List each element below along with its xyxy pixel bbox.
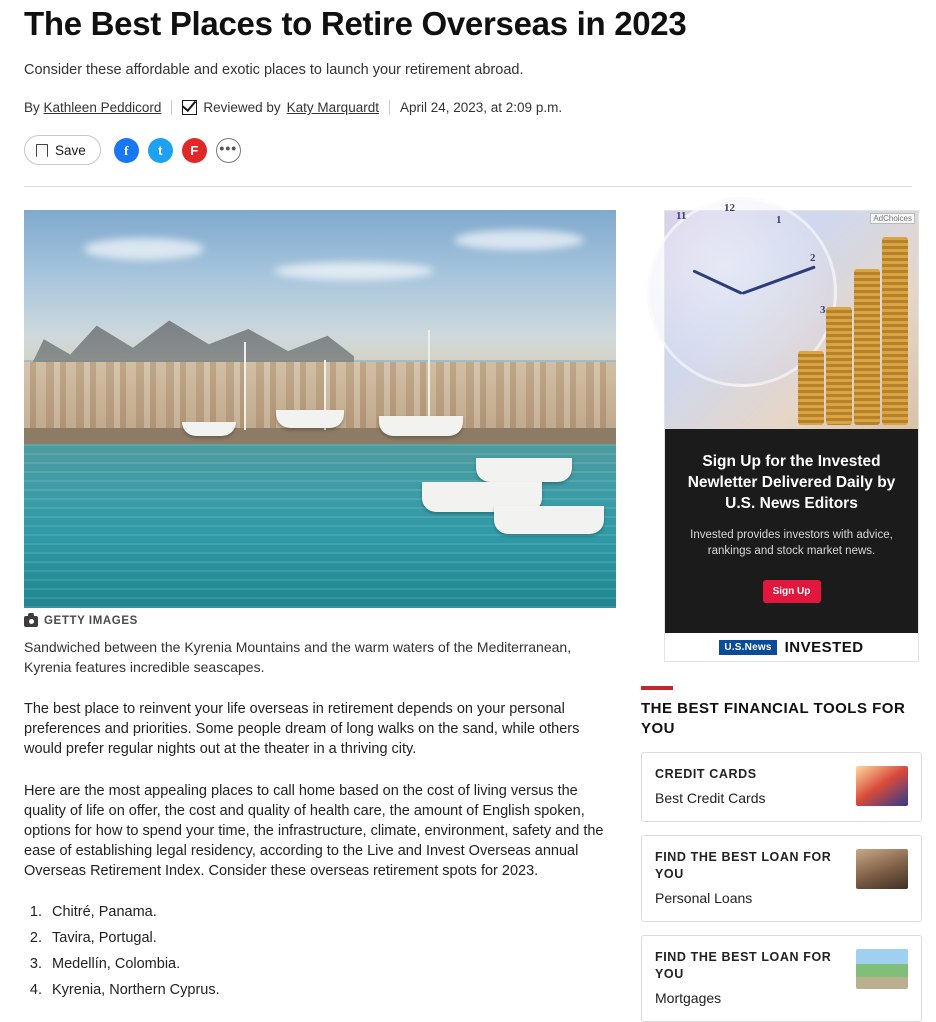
boat xyxy=(476,458,572,482)
twitter-share-icon[interactable]: t xyxy=(148,138,173,163)
body-paragraph: Here are the most appealing places to call home based on the cost of living versus the quality of life on offer, the cost and quality of health care, the amount of English spoken, options for how to spend your time, the infrastructure, climate, environment, safety and the ease of establishing legal residency, according to the Live and Invest Overseas annual Overseas Retirement Index. Consider these overseas retirement spots for 2023. xyxy=(24,783,604,879)
ad-copy xyxy=(665,429,918,661)
save-button-label: Save xyxy=(55,142,86,158)
tool-card-mortgages[interactable] xyxy=(641,935,922,1022)
byline-divider-2 xyxy=(389,100,390,115)
byline xyxy=(24,100,912,115)
sailboat-mast xyxy=(244,342,246,430)
reviewed-by-label: Reviewed by xyxy=(203,100,281,115)
byline-divider-1 xyxy=(171,100,172,115)
coin-stack xyxy=(882,237,908,425)
credit-cards-thumb xyxy=(856,766,908,806)
clock-number: 2 xyxy=(810,252,816,264)
article-actions xyxy=(24,135,912,165)
personal-loans-thumb xyxy=(856,849,908,889)
coin-stack xyxy=(854,269,880,425)
tool-name: Mortgages xyxy=(655,990,722,1006)
ad-brand-footer xyxy=(665,633,918,661)
tool-card-personal-loans[interactable] xyxy=(641,835,922,922)
header-divider xyxy=(24,186,912,187)
advertisement[interactable] xyxy=(664,202,919,662)
verified-check-icon xyxy=(182,100,197,115)
invested-wordmark: INVESTED xyxy=(784,638,864,656)
ad-signup-button[interactable]: Sign Up xyxy=(763,580,821,603)
list-item: 1. Chitré, Panama. xyxy=(46,899,616,925)
clock-number: 12 xyxy=(724,202,735,214)
facebook-share-icon[interactable]: f xyxy=(114,138,139,163)
reviewer-link[interactable]: Katy Marquardt xyxy=(286,100,379,115)
camera-icon xyxy=(24,616,38,627)
cloud-shape xyxy=(454,230,584,250)
coin-stack xyxy=(798,351,824,425)
image-caption: Sandwiched between the Kyrenia Mountains and the warm waters of the Mediterranean, Kyrenia features incredible seascapes. xyxy=(24,639,572,675)
byline-prefix: By xyxy=(24,100,40,115)
timestamp: April 24, 2023, at 2:09 p.m. xyxy=(399,100,563,115)
image-credit xyxy=(24,615,616,627)
usnews-logo: U.S.News xyxy=(719,640,776,655)
article-dek: Consider these affordable and exotic places to launch your retirement abroad. xyxy=(24,62,524,78)
more-share-options-icon[interactable]: ••• xyxy=(216,138,241,163)
tool-kicker: CREDIT CARDS xyxy=(655,767,757,781)
list-item: 3. Medellín, Colombia. xyxy=(46,951,616,977)
save-button[interactable] xyxy=(24,135,101,165)
image-credit-text: GETTY IMAGES xyxy=(44,615,138,627)
clock-number: 3 xyxy=(820,304,826,316)
coin-stacks xyxy=(792,229,912,425)
social-share-group xyxy=(114,138,241,163)
article-page xyxy=(0,4,936,1006)
quay xyxy=(24,428,616,444)
flipboard-share-icon[interactable]: F xyxy=(182,138,207,163)
places-list xyxy=(24,899,616,1003)
boat xyxy=(379,416,463,436)
bookmark-icon xyxy=(36,144,48,157)
mortgages-thumb xyxy=(856,949,908,989)
ad-headline: Sign Up for the Invested Newletter Delivered Daily by U.S. News Editors xyxy=(687,453,896,512)
article-body-column xyxy=(24,210,616,1022)
body-paragraph: The best place to reinvent your life overseas in retirement depends on your personal preferences and priorities. Some people dream of long walks on the sand, while others would prefer regular nights out at the theater in a thriving city. xyxy=(24,701,580,757)
content-columns xyxy=(24,202,912,1022)
list-item: 2. Tavira, Portugal. xyxy=(46,925,616,951)
tool-kicker: FIND THE BEST LOAN FOR YOU xyxy=(655,950,832,981)
tool-name: Personal Loans xyxy=(655,890,753,906)
boat xyxy=(494,506,604,534)
coin-stack xyxy=(826,307,852,425)
author-link[interactable]: Kathleen Peddicord xyxy=(43,100,162,115)
tool-name: Best Credit Cards xyxy=(655,790,766,806)
cloud-shape xyxy=(274,262,434,280)
page-title: The Best Places to Retire Overseas in 2023 xyxy=(24,5,687,42)
financial-tools-title: THE BEST FINANCIAL TOOLS FOR YOU xyxy=(641,700,906,737)
cloud-shape xyxy=(84,238,204,260)
boat xyxy=(182,422,236,436)
clock-number: 1 xyxy=(776,214,782,226)
section-accent-rule xyxy=(641,686,673,690)
ad-subtext: Invested provides investors with advice, rankings and stock market news. xyxy=(690,529,893,557)
ad-choices-label[interactable]: AdChoices xyxy=(870,213,915,224)
tool-kicker: FIND THE BEST LOAN FOR YOU xyxy=(655,850,832,881)
sidebar-column xyxy=(641,202,922,1022)
boat xyxy=(276,410,344,428)
reviewed-by xyxy=(182,100,379,115)
list-item: 4. Kyrenia, Northern Cyprus. xyxy=(46,977,616,1003)
sailboat-mast xyxy=(428,330,430,430)
tool-card-credit-cards[interactable] xyxy=(641,752,922,822)
clock-number: 11 xyxy=(676,210,687,222)
clock-hand-hour xyxy=(692,269,742,295)
ad-artwork xyxy=(665,202,918,429)
hero-image xyxy=(24,210,616,608)
